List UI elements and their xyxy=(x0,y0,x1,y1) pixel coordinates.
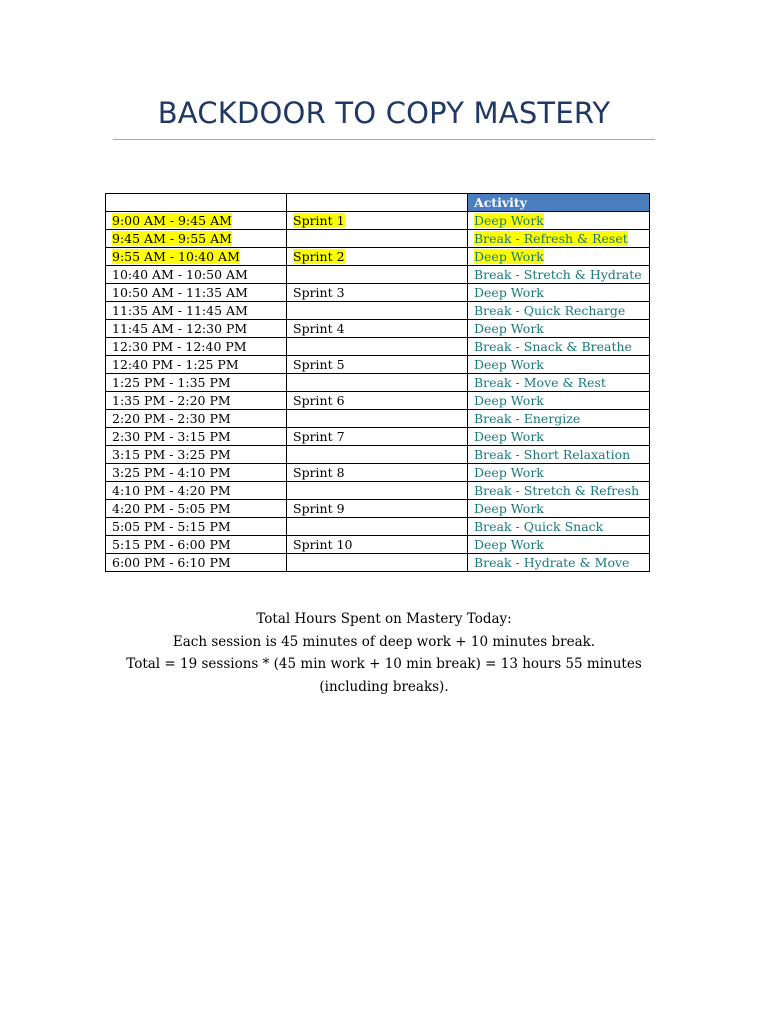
summary-total: Total = 19 sessions * (45 min work + 10 min break) = 13 hours 55 minutes xyxy=(126,656,642,672)
sprint-cell xyxy=(287,446,468,464)
sprint-cell xyxy=(287,392,468,410)
time-cell-text: 5:05 PM - 5:15 PM xyxy=(112,519,231,534)
table-row xyxy=(106,446,650,464)
activity-cell xyxy=(468,518,650,536)
sprint-cell-text: Sprint 4 xyxy=(293,321,345,336)
activity-cell xyxy=(468,320,650,338)
time-cell-text: 9:45 AM - 9:55 AM xyxy=(112,231,232,246)
time-cell xyxy=(106,446,287,464)
time-cell-text: 5:15 PM - 6:00 PM xyxy=(112,537,231,552)
table-row xyxy=(106,320,650,338)
activity-cell xyxy=(468,410,650,428)
table-row xyxy=(106,392,650,410)
table-row xyxy=(106,482,650,500)
time-cell-text: 9:00 AM - 9:45 AM xyxy=(112,213,232,228)
table-row xyxy=(106,302,650,320)
activity-cell xyxy=(468,230,650,248)
summary-heading: Total Hours Spent on Mastery Today: xyxy=(256,611,512,627)
table-row xyxy=(106,266,650,284)
sprint-cell-text: Sprint 10 xyxy=(293,537,353,552)
sprint-cell-text: Sprint 1 xyxy=(293,213,345,228)
activity-cell xyxy=(468,482,650,500)
sprint-cell xyxy=(287,248,468,266)
table-row xyxy=(106,410,650,428)
time-cell-text: 11:45 AM - 12:30 PM xyxy=(112,321,248,336)
sprint-cell xyxy=(287,500,468,518)
activity-cell xyxy=(468,212,650,230)
time-cell xyxy=(106,266,287,284)
table-row xyxy=(106,338,650,356)
time-cell-text: 3:25 PM - 4:10 PM xyxy=(112,465,231,480)
time-cell-text: 12:40 PM - 1:25 PM xyxy=(112,357,239,372)
title-divider xyxy=(113,139,655,140)
sprint-cell xyxy=(287,482,468,500)
activity-cell-text: Deep Work xyxy=(474,393,544,408)
sprint-cell xyxy=(287,410,468,428)
time-cell xyxy=(106,500,287,518)
time-cell-text: 12:30 PM - 12:40 PM xyxy=(112,339,247,354)
time-cell xyxy=(106,212,287,230)
time-cell-text: 2:30 PM - 3:15 PM xyxy=(112,429,231,444)
time-cell xyxy=(106,338,287,356)
sprint-cell xyxy=(287,320,468,338)
time-cell-text: 11:35 AM - 11:45 AM xyxy=(112,303,248,318)
sprint-cell xyxy=(287,374,468,392)
table-row xyxy=(106,464,650,482)
summary-block xyxy=(0,608,768,698)
activity-cell xyxy=(468,338,650,356)
activity-cell xyxy=(468,374,650,392)
activity-cell xyxy=(468,284,650,302)
activity-cell-text: Deep Work xyxy=(474,321,544,336)
time-cell-text: 1:35 PM - 2:20 PM xyxy=(112,393,231,408)
time-cell xyxy=(106,356,287,374)
activity-cell xyxy=(468,536,650,554)
sprint-cell-text: Sprint 3 xyxy=(293,285,345,300)
time-cell-text: 6:00 PM - 6:10 PM xyxy=(112,555,231,570)
time-cell xyxy=(106,230,287,248)
activity-cell xyxy=(468,500,650,518)
time-cell xyxy=(106,374,287,392)
time-cell-text: 3:15 PM - 3:25 PM xyxy=(112,447,231,462)
time-cell xyxy=(106,302,287,320)
activity-cell-text: Break - Stretch & Hydrate xyxy=(474,267,642,282)
activity-cell-text: Deep Work xyxy=(474,249,544,264)
time-cell-text: 4:10 PM - 4:20 PM xyxy=(112,483,231,498)
time-cell xyxy=(106,410,287,428)
time-cell xyxy=(106,284,287,302)
header-cell-time xyxy=(106,194,287,212)
activity-cell-text: Break - Energize xyxy=(474,411,581,426)
sprint-cell-text: Sprint 6 xyxy=(293,393,345,408)
activity-cell xyxy=(468,356,650,374)
sprint-cell xyxy=(287,428,468,446)
activity-cell-text: Break - Stretch & Refresh xyxy=(474,483,640,498)
sprint-cell xyxy=(287,536,468,554)
activity-cell-text: Deep Work xyxy=(474,213,544,228)
activity-cell-text: Deep Work xyxy=(474,501,544,516)
sprint-cell xyxy=(287,230,468,248)
activity-cell-text: Break - Refresh & Reset xyxy=(474,231,628,246)
summary-session-info: Each session is 45 minutes of deep work + 10 minutes break. xyxy=(172,633,596,650)
activity-cell xyxy=(468,554,650,572)
activity-cell-text: Break - Move & Rest xyxy=(474,375,606,390)
activity-cell xyxy=(468,266,650,284)
activity-cell-text: Deep Work xyxy=(474,285,544,300)
activity-cell-text: Break - Hydrate & Move xyxy=(474,555,630,570)
activity-cell xyxy=(468,248,650,266)
sprint-cell xyxy=(287,356,468,374)
time-cell-text: 10:40 AM - 10:50 AM xyxy=(112,267,248,282)
table-row xyxy=(106,248,650,266)
activity-cell-text: Deep Work xyxy=(474,357,544,372)
time-cell xyxy=(106,536,287,554)
time-cell-text: 9:55 AM - 10:40 AM xyxy=(112,249,240,264)
time-cell xyxy=(106,482,287,500)
sprint-cell-text: Sprint 2 xyxy=(293,249,345,264)
time-cell xyxy=(106,428,287,446)
summary-note: (including breaks). xyxy=(319,678,449,695)
sprint-cell-text: Sprint 7 xyxy=(293,429,345,444)
table-row xyxy=(106,284,650,302)
sprint-cell xyxy=(287,554,468,572)
sprint-cell xyxy=(287,212,468,230)
table-row xyxy=(106,536,650,554)
header-cell-sprint xyxy=(287,194,468,212)
table-row xyxy=(106,554,650,572)
activity-cell-text: Break - Quick Snack xyxy=(474,519,604,534)
time-cell-text: 10:50 AM - 11:35 AM xyxy=(112,285,248,300)
sprint-cell xyxy=(287,338,468,356)
activity-cell-text: Deep Work xyxy=(474,429,544,444)
table-header-row xyxy=(106,194,650,212)
sprint-cell xyxy=(287,302,468,320)
time-cell xyxy=(106,554,287,572)
time-cell xyxy=(106,392,287,410)
activity-cell xyxy=(468,302,650,320)
table-row xyxy=(106,500,650,518)
table-row xyxy=(106,374,650,392)
table-row xyxy=(106,356,650,374)
time-cell xyxy=(106,320,287,338)
table-row xyxy=(106,428,650,446)
time-cell xyxy=(106,464,287,482)
activity-cell xyxy=(468,428,650,446)
activity-cell-text: Break - Short Relaxation xyxy=(474,447,631,462)
activity-cell xyxy=(468,392,650,410)
table-row xyxy=(106,518,650,536)
activity-cell-text: Break - Quick Recharge xyxy=(474,303,626,318)
sprint-cell-text: Sprint 9 xyxy=(293,501,345,516)
time-cell xyxy=(106,248,287,266)
table-row xyxy=(106,230,650,248)
sprint-cell-text: Sprint 8 xyxy=(293,465,345,480)
activity-cell xyxy=(468,464,650,482)
activity-cell-text: Deep Work xyxy=(474,537,544,552)
sprint-cell-text: Sprint 5 xyxy=(293,357,345,372)
sprint-cell xyxy=(287,464,468,482)
activity-cell-text: Break - Snack & Breathe xyxy=(474,339,632,354)
sprint-cell xyxy=(287,266,468,284)
time-cell-text: 1:25 PM - 1:35 PM xyxy=(112,375,231,390)
time-cell-text: 4:20 PM - 5:05 PM xyxy=(112,501,231,516)
time-cell xyxy=(106,518,287,536)
document-title: BACKDOOR TO COPY MASTERY xyxy=(157,96,611,130)
schedule-body xyxy=(106,212,650,572)
activity-cell xyxy=(468,446,650,464)
header-cell-activity: Activity xyxy=(468,194,650,212)
schedule-table xyxy=(105,193,650,572)
activity-cell-text: Deep Work xyxy=(474,465,544,480)
sprint-cell xyxy=(287,518,468,536)
time-cell-text: 2:20 PM - 2:30 PM xyxy=(112,411,231,426)
sprint-cell xyxy=(287,284,468,302)
table-row xyxy=(106,212,650,230)
